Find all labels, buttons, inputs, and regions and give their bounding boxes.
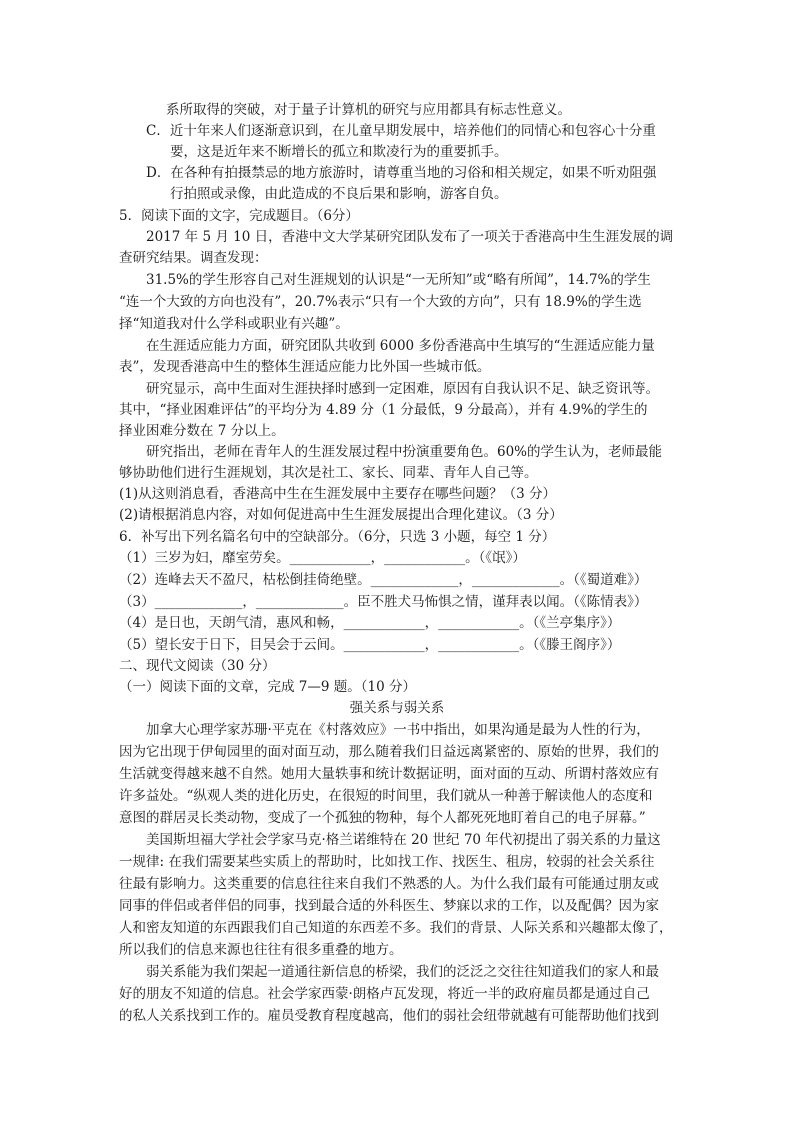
article-para2-line2: 一规律: 在我们需要某些实质上的帮助时，比如找工作、找医生、租房，较弱的社会关系往 xyxy=(119,854,655,870)
q5-para3-line2: 表”，发现香港高中生的整体生涯适应能力比外国一些城市低。 xyxy=(119,359,491,375)
article-para2-line3: 往最有影响力。这类重要的信息往往来自我们不熟悉的人。为什么我们最有可能通过朋友或 xyxy=(119,876,659,892)
article-para3-line3: 的私人关系找到工作的。雇员受教育程度越高，他们的弱社会纽带就越有可能帮助他们找到 xyxy=(119,1008,659,1024)
article-para2-line6: 所以我们的信息来源也往往有很多重叠的地方。 xyxy=(119,942,403,958)
article-title: 强关系与弱关系 xyxy=(349,700,445,716)
q5-para4-line1: 研究显示，高中生面对生涯抉择时感到一定困难，原因有自我认识不足、缺乏资讯等。 xyxy=(146,381,659,397)
q5-para2-line2: “连一个大致的方向也没有”，20.7%表示“只有一个大致的方向”，只有 18.9%的学生选 xyxy=(119,294,642,310)
q6-heading: 6．补写出下列名篇名句中的空缺部分。（6分，只选 3 小题，每空 1 分） xyxy=(119,529,556,545)
q6-item-5: （5）望长安于日下，目吴会于云间。____________，____________。（《滕王阁序》） xyxy=(119,637,621,653)
q5-para1-line1: 2017 年 5 月 10 日，香港中文大学某研究团队发布了一项关于香港高中生生涯发展的调 xyxy=(146,229,674,245)
q5-para4-line3: 择业困难分数在 7 分以上。 xyxy=(119,423,285,439)
section2-sub-heading: （一）阅读下面的文章，完成 7—9 题。（10 分） xyxy=(119,679,416,695)
article-para3-line1: 弱关系能为我们架起一道通往新信息的桥梁，我们的泛泛之交往往知道我们的家人和最 xyxy=(146,964,659,980)
q5-sub-question-2: (2)请根据消息内容，对如何促进高中生生涯发展提出合理化建议。（3 分） xyxy=(119,507,563,523)
article-para1-line5: 意图的群居灵长类动物，变成了一个孤独的物种，每个人都死死地盯着自己的电子屏幕。” xyxy=(119,810,646,826)
q5-para2-line3: 择“知道我对什么学科或职业有兴趣”。 xyxy=(119,316,349,332)
q5-para5-line2: 够协助他们进行生涯规划，其次是社工、家长、同辈、青年人自己等。 xyxy=(119,465,538,481)
q5-para5-line1: 研究指出，老师在青年人的生涯发展过程中扮演重要角色。60%的学生认为，老师最能 xyxy=(146,444,663,460)
q4-option-b-line2: 系所取得的突破，对于量子计算机的研究与应用都具有标志性意义。 xyxy=(166,102,571,118)
q5-heading: 5．阅读下面的文字，完成题目。（6分） xyxy=(119,208,359,224)
article-para1-line1: 加拿大心理学家苏珊·平克在《村落效应》一书中指出，如果沟通是最为人性的行为， xyxy=(146,722,650,738)
q6-item-1: （1）三岁为妇，靡室劳矣。____________，____________。（《氓》） xyxy=(119,550,526,566)
q5-para3-line1: 在生涯适应能力方面，研究团队共收到 6000 多份香港高中生填写的“生涯适应能力量 xyxy=(146,338,655,354)
q6-item-2: （2）连峰去天不盈尺，枯松倒挂倚绝壁。_____________，_____________。（《蜀道难》） xyxy=(119,572,648,588)
q4-option-c-line2: 要，这是近年来不断增长的孤立和欺凌行为的重要抓手。 xyxy=(170,144,508,160)
article-para1-line3: 生活就变得越来越不自然。她用大量轶事和统计数据证明，面对面的互动、所谓村落效应有 xyxy=(119,766,659,782)
q4-option-d-line2: 行拍照或录像，由此造成的不良后果和影响，游客自负。 xyxy=(170,186,508,202)
article-para3-line2: 好的朋友不知道的信息。社会学家西蒙·朗格卢瓦发现，将近一半的政府雇员都是通过自己 xyxy=(119,986,650,1002)
q4-option-c-line1: C．近十年来人们逐渐意识到，在儿童早期发展中，培养他们的同情心和包容心十分重 xyxy=(146,123,656,139)
article-para1-line2: 因为它出现于伊甸园里的面对面互动，那么随着我们日益远离紧密的、原始的世界，我们的 xyxy=(119,744,659,760)
article-para1-line4: 许多益处。“纵观人类的进化历史，在很短的时间里，我们就从一种善于解读他人的态度和 xyxy=(119,788,653,804)
q5-para1-line2: 查研究结果。调查发现： xyxy=(119,250,268,266)
q5-para2-line1: 31.5%的学生形容自己对生涯规划的认识是“一无所知”或“略有所闻”，14.7%的学生 xyxy=(146,272,651,288)
q5-para4-line2: 其中，“择业困难评估”的平均分为 4.89 分（1 分最低，9 分最高），并有 4.9%的学生的 xyxy=(119,402,648,418)
q4-option-d-line1: D．在各种有拍摄禁忌的地方旅游时，请尊重当地的习俗和相关规定，如果不听劝阻强 xyxy=(146,165,657,181)
article-para2-line5: 人和密友知道的东西跟我们自己知道的东西差不多。我们的背景、人际关系和兴趣都太像了， xyxy=(119,920,673,936)
section2-heading: 二、现代文阅读（30 分） xyxy=(119,658,276,674)
q5-sub-question-1: (1)从这则消息看，香港高中生在生涯发展中主要存在哪些问题？（3 分） xyxy=(119,486,557,502)
q6-item-3: （3）_____________，_____________。臣不胜犬马怖惧之情，谨拜表以闻。（《陈情表》） xyxy=(119,594,648,610)
article-para2-line1: 美国斯坦福大学社会学家马克·格兰诺维特在 20 世纪 70 年代初提出了弱关系的力量这 xyxy=(146,832,661,848)
article-para2-line4: 同事的伴侣或者伴侣的同事，找到最合适的外科医生、梦寐以求的工作，以及配偶？因为家 xyxy=(119,898,659,914)
q6-item-4: （4）是日也，天朗气清，惠风和畅，____________，____________。（《兰亭集序》） xyxy=(119,615,621,631)
